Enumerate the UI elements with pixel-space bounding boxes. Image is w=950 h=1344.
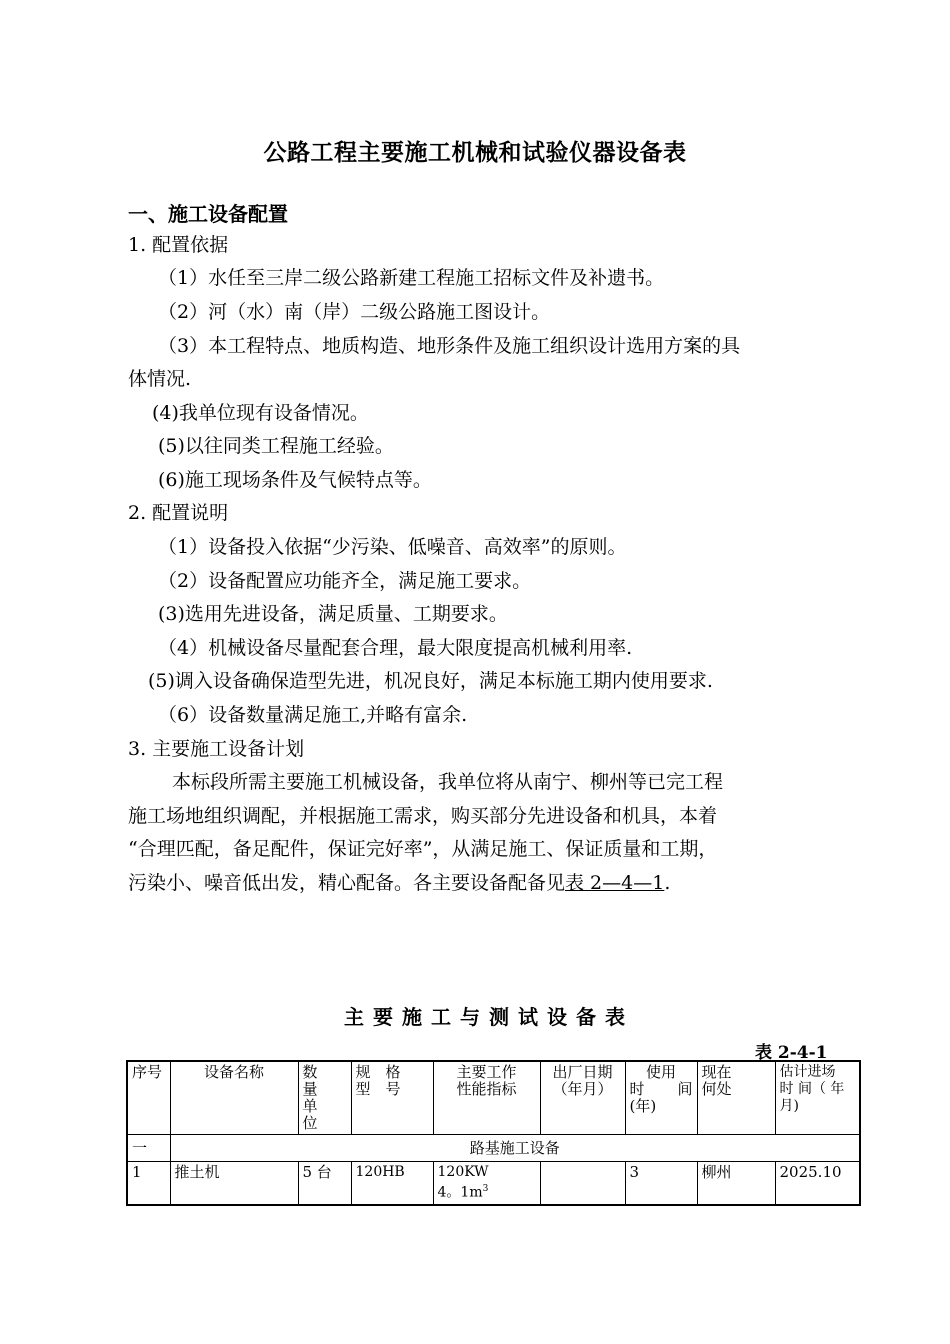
header-performance: 主要工作 性能指标 bbox=[433, 1061, 540, 1135]
cell-manufacture-date bbox=[540, 1162, 625, 1206]
table-number: 表 2-4-1 bbox=[755, 1043, 828, 1063]
section-heading: 一、施工设备配置 bbox=[128, 202, 288, 226]
cell-qty: 5 台 bbox=[298, 1162, 351, 1206]
table-reference-link[interactable]: 表 2—4—1 bbox=[565, 872, 665, 894]
page-title: 公路工程主要施工机械和试验仪器设备表 bbox=[263, 139, 687, 166]
header-location: 现在 何处 bbox=[697, 1061, 775, 1135]
cell-name: 推土机 bbox=[170, 1162, 298, 1206]
basis-item: (4)我单位现有设备情况。 bbox=[152, 402, 369, 424]
notes-item: (5)调入设备确保造型先进，机况良好，满足本标施工期内使用要求. bbox=[148, 670, 713, 692]
group-label: 路基施工设备 bbox=[170, 1135, 860, 1162]
group-seq: 一 bbox=[127, 1135, 170, 1162]
cell-location: 柳州 bbox=[697, 1162, 775, 1206]
cell-performance: 120KW 4。$1m^3$ bbox=[433, 1162, 540, 1206]
table-caption: 主要施工与测试设备表 bbox=[344, 1005, 634, 1029]
cell-spec: 120HB bbox=[351, 1162, 433, 1206]
basis-item: (6)施工现场条件及气候特点等。 bbox=[158, 469, 432, 491]
plan-paragraph-line: 污染小、噪音低出发，精心配备。各主要设备配备见表 2—4—1. bbox=[128, 872, 671, 894]
basis-item: (5)以往同类工程施工经验。 bbox=[158, 435, 394, 457]
notes-heading: 2. 配置说明 bbox=[128, 502, 229, 524]
header-name: 设备名称 bbox=[170, 1061, 298, 1135]
table-row bbox=[127, 1162, 860, 1206]
notes-item: (3)选用先进设备，满足质量、工期要求。 bbox=[158, 603, 508, 625]
table-header-row bbox=[127, 1061, 860, 1135]
basis-item: 体情况. bbox=[128, 368, 192, 390]
notes-item: （2）设备配置应功能齐全，满足施工要求。 bbox=[158, 570, 532, 592]
plan-heading: 3. 主要施工设备计划 bbox=[128, 738, 305, 760]
cell-seq: 1 bbox=[127, 1162, 170, 1206]
basis-item: （1）水任至三岸二级公路新建工程施工招标文件及补遗书。 bbox=[158, 267, 665, 289]
basis-item: （2）河（水）南（岸）二级公路施工图设计。 bbox=[158, 301, 551, 323]
plan-paragraph-line: 本标段所需主要施工机械设备，我单位将从南宁、柳州等已完工程 bbox=[172, 771, 724, 793]
header-qty: 数 量 单 位 bbox=[298, 1061, 351, 1135]
cell-entry-time: 2025.10 bbox=[775, 1162, 860, 1206]
basis-item: （3）本工程特点、地质构造、地形条件及施工组织设计选用方案的具 bbox=[158, 335, 741, 357]
header-entry-time: 估计进场 时 间（ 年 月) bbox=[775, 1061, 860, 1135]
plan-paragraph-line: 施工场地组织调配，并根据施工需求，购买部分先进设备和机具，本着 bbox=[128, 805, 718, 827]
table-group-row bbox=[127, 1135, 860, 1162]
notes-item: （1）设备投入依据“少污染、低噪音、高效率”的原则。 bbox=[158, 536, 627, 558]
cell-usage-time: 3 bbox=[625, 1162, 697, 1206]
equipment-table bbox=[126, 1060, 861, 1206]
header-manufacture-date: 出厂日期 （年月） bbox=[540, 1061, 625, 1135]
notes-item: （6）设备数量满足施工,并略有富余. bbox=[158, 704, 468, 726]
plan-paragraph-line: “合理匹配，备足配件，保证完好率”，从满足施工、保证质量和工期， bbox=[128, 838, 718, 860]
notes-item: （4）机械设备尽量配套合理，最大限度提高机械利用率. bbox=[158, 637, 633, 659]
header-usage-time: 使用 时 间 (年) bbox=[625, 1061, 697, 1135]
header-seq: 序号 bbox=[127, 1061, 170, 1135]
basis-heading: 1. 配置依据 bbox=[128, 234, 229, 256]
header-spec: 规 格 型 号 bbox=[351, 1061, 433, 1135]
